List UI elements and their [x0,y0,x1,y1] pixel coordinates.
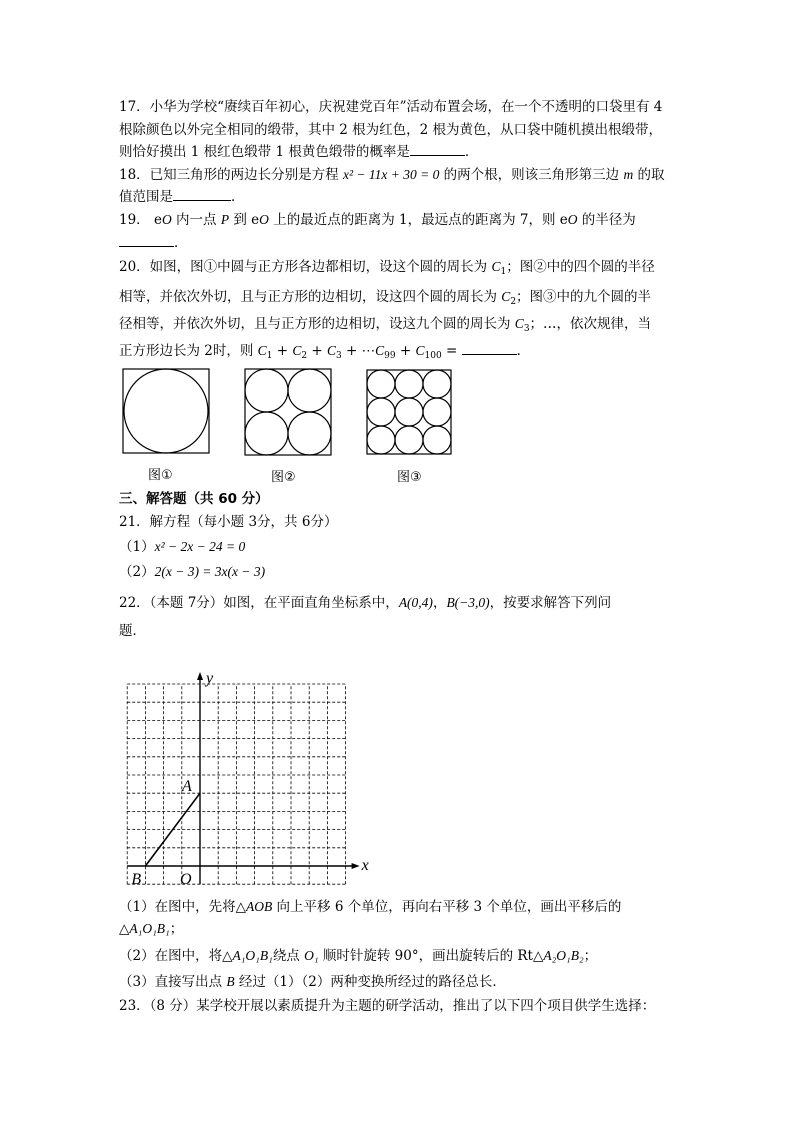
circle [245,412,288,455]
q20-text: ；图③中的九个圆的半 [516,289,652,305]
q20-sub: 3 [336,351,342,361]
q22-point-b: B(−3,0) [446,595,490,610]
figure-1 [122,368,212,454]
q20-c: C [514,316,524,331]
circle-symbol: e [251,212,260,228]
q22-text: 22．（本题 7分）如图，在平面直角坐标系中， [119,595,399,611]
point-label-b: B [131,871,142,888]
q21-p2-equation: 2(x − 3) = 3x(x − 3) [154,564,266,579]
circle-symbol: e [153,212,162,228]
circle [367,426,395,454]
q20-sub: 2 [301,351,308,361]
answer-blank[interactable] [119,234,174,247]
circle [288,412,331,455]
circle [395,398,423,426]
coordinate-grid [120,638,390,890]
circle [423,370,451,398]
answer-blank[interactable] [173,188,231,201]
q17-line3-text: 则恰好摸出 1 根红色缎带 1 根黄色缎带的概率是 [119,144,410,160]
q21-part2 [119,563,265,581]
q22-line1 [119,594,611,612]
q21-title: 21．解方程（每小题 3分，共 6分） [119,514,338,530]
q19-line2 [119,234,188,252]
q18-post: 的取 [633,167,665,183]
circle-symbol: e [559,212,568,228]
q20-plus: + [395,343,416,359]
answer-blank[interactable] [462,342,517,355]
q20-sub: 99 [384,351,396,361]
q19-line1 [119,211,636,229]
q20-line4 [119,342,530,360]
q18-var: m [623,167,634,182]
q20-c: C [292,343,302,358]
q22-s1-tri: AOB [245,899,273,914]
q20-line2 [119,288,651,306]
q22-s1-end: ； [169,921,184,937]
q19-o: O [259,212,269,227]
q22-sub2 [119,947,597,965]
q22-s2-text: （2）在图中，将△ [119,948,233,964]
circle [288,369,331,412]
q22-sub3 [119,973,506,991]
q20-text: 相等，并依次外切，且与正方形的边相切，设这四个圆的周长为 [119,289,502,305]
q19-o: O [567,212,578,227]
q18-line2-text: 值范围是 [119,189,173,205]
q19-mid3: 上的最近点的距离为 1，最远点的距离为 7，则 [268,212,560,228]
q19-p: P [220,212,230,227]
q20-text: ；图②中的四个圆的半径 [506,259,655,275]
circle [367,370,395,398]
circle [395,370,423,398]
figure-3-caption: 图③ [397,470,422,485]
q20-c: C [326,343,336,358]
q22-s3-point: B [226,974,235,989]
q17-line3 [119,143,478,161]
circle [124,369,208,453]
q20-sub: 1 [266,351,273,361]
y-axis-arrow [197,672,203,680]
q22-s2-tri: A₁O₁B₁ [232,948,273,963]
q23-line1: 23．（8 分）某学校开展以素质提升为主题的研学活动，推出了以下四个项目供学生选择： [119,998,656,1014]
q22-s1-tri2: A₁O₁B₁ [129,921,170,936]
q17-line2: 根除颜色以外完全相同的缎带，其中 2 根为红色，2 根为黄色，从口袋中随机摸出根缎带， [119,122,663,138]
q17-end: ． [464,144,479,160]
circle [423,398,451,426]
q20-c: C [375,343,385,358]
q22-line2: 题． [119,623,146,639]
q20-sub: 2 [510,297,517,307]
q21-p1-label: （1） [119,539,155,555]
q20-plus: + [272,343,293,359]
q22-s2-text: 绕点 [272,948,305,964]
q19-mid1: 内一点 [171,212,221,228]
q20-end: ． [516,343,531,359]
q20-sub: 1 [500,267,507,277]
point-label-a: A [182,778,192,796]
q20-text: 正方形边长为 2时，则 [119,343,258,359]
q20-c: C [415,343,425,358]
q21-p1-equation: x² − 2x − 24 = 0 [154,539,246,554]
q18-line2 [119,188,245,206]
figure-1-caption: 图① [148,468,173,483]
q20-text: 20．如图，图①中圆与正方形各边都相切，设这个圆的周长为 [119,259,492,275]
q18-equation: x² − 11x + 30 = 0 [342,167,440,182]
q22-comma: ， [432,595,447,611]
q20-sub: 3 [523,324,530,334]
q18-mid: 的两个根，则该三角形第三边 [439,167,624,183]
square [367,370,451,454]
x-axis-label: x [361,857,369,874]
q19-pre: 19． [119,212,154,228]
q22-s1-tri-symbol: △ [119,921,130,937]
q22-sub1-cont [119,920,183,938]
q20-c: C [257,343,267,358]
q20-text: 径相等，并依次外切，且与正方形的边相切，设这九个圆的周长为 [119,316,515,332]
circle [395,426,423,454]
circle [245,369,288,412]
q19-end: ． [174,235,188,251]
q19-o: O [161,212,172,227]
point-label-o: O [180,871,192,888]
q21-p2-label: （2） [119,564,155,580]
answer-blank[interactable] [410,143,465,156]
q22-s3-text: （3）直接写出点 [119,974,227,990]
q20-text: ；…，依次规律，当 [529,316,652,332]
q19-mid4: 的半径为 [577,212,636,228]
q21-part1 [119,538,245,556]
circle [423,426,451,454]
q22-s1-text: （1）在图中，先将△ [119,899,246,915]
q20-text: = [441,343,458,359]
q20-dots: + ⋯ [341,343,376,359]
q22-s1-text: 向上平移 6 个单位，再向右平移 3 个单位，画出平移后的 [272,899,622,915]
q20-c: C [491,259,501,274]
q22-s2-tri2: A₂O₁B₂ [543,948,584,963]
q22-point-a: A(0,4) [398,595,433,610]
q22-s2-point: O₁ [304,948,319,963]
q22-text: ，按要求解答下列问 [489,595,612,611]
q19-mid2: 到 [229,212,252,228]
q20-c: C [501,289,511,304]
y-axis-label: y [206,670,214,687]
q22-sub1 [119,898,621,916]
q22-s2-end: ； [583,948,598,964]
q17-line1: 17．小华为学校“赓续百年初心，庆祝建党百年”活动布置会场，在一个不透明的口袋里有 4 [119,99,663,115]
figure-2-caption: 图② [271,470,296,485]
q20-sub: 100 [424,351,442,361]
figure-2 [244,368,334,456]
section-title: 三、解答题（共 60 分） [119,491,269,507]
figure-3 [366,369,454,457]
q20-line3 [119,315,651,333]
q18-line1 [119,166,664,184]
q22-s3-text: 经过（1）（2）两种变换所经过的路径总长． [234,974,506,990]
q18-pre: 18．已知三角形的两边长分别是方程 [119,167,343,183]
q22-s2-text: 顺时针旋转 90°，画出旋转后的 Rt△ [318,948,544,964]
q20-plus: + [307,343,327,359]
square [245,369,331,455]
q20-line1 [119,258,655,276]
q18-end: ． [231,189,245,205]
x-axis-arrow [352,863,360,869]
circle [367,398,395,426]
